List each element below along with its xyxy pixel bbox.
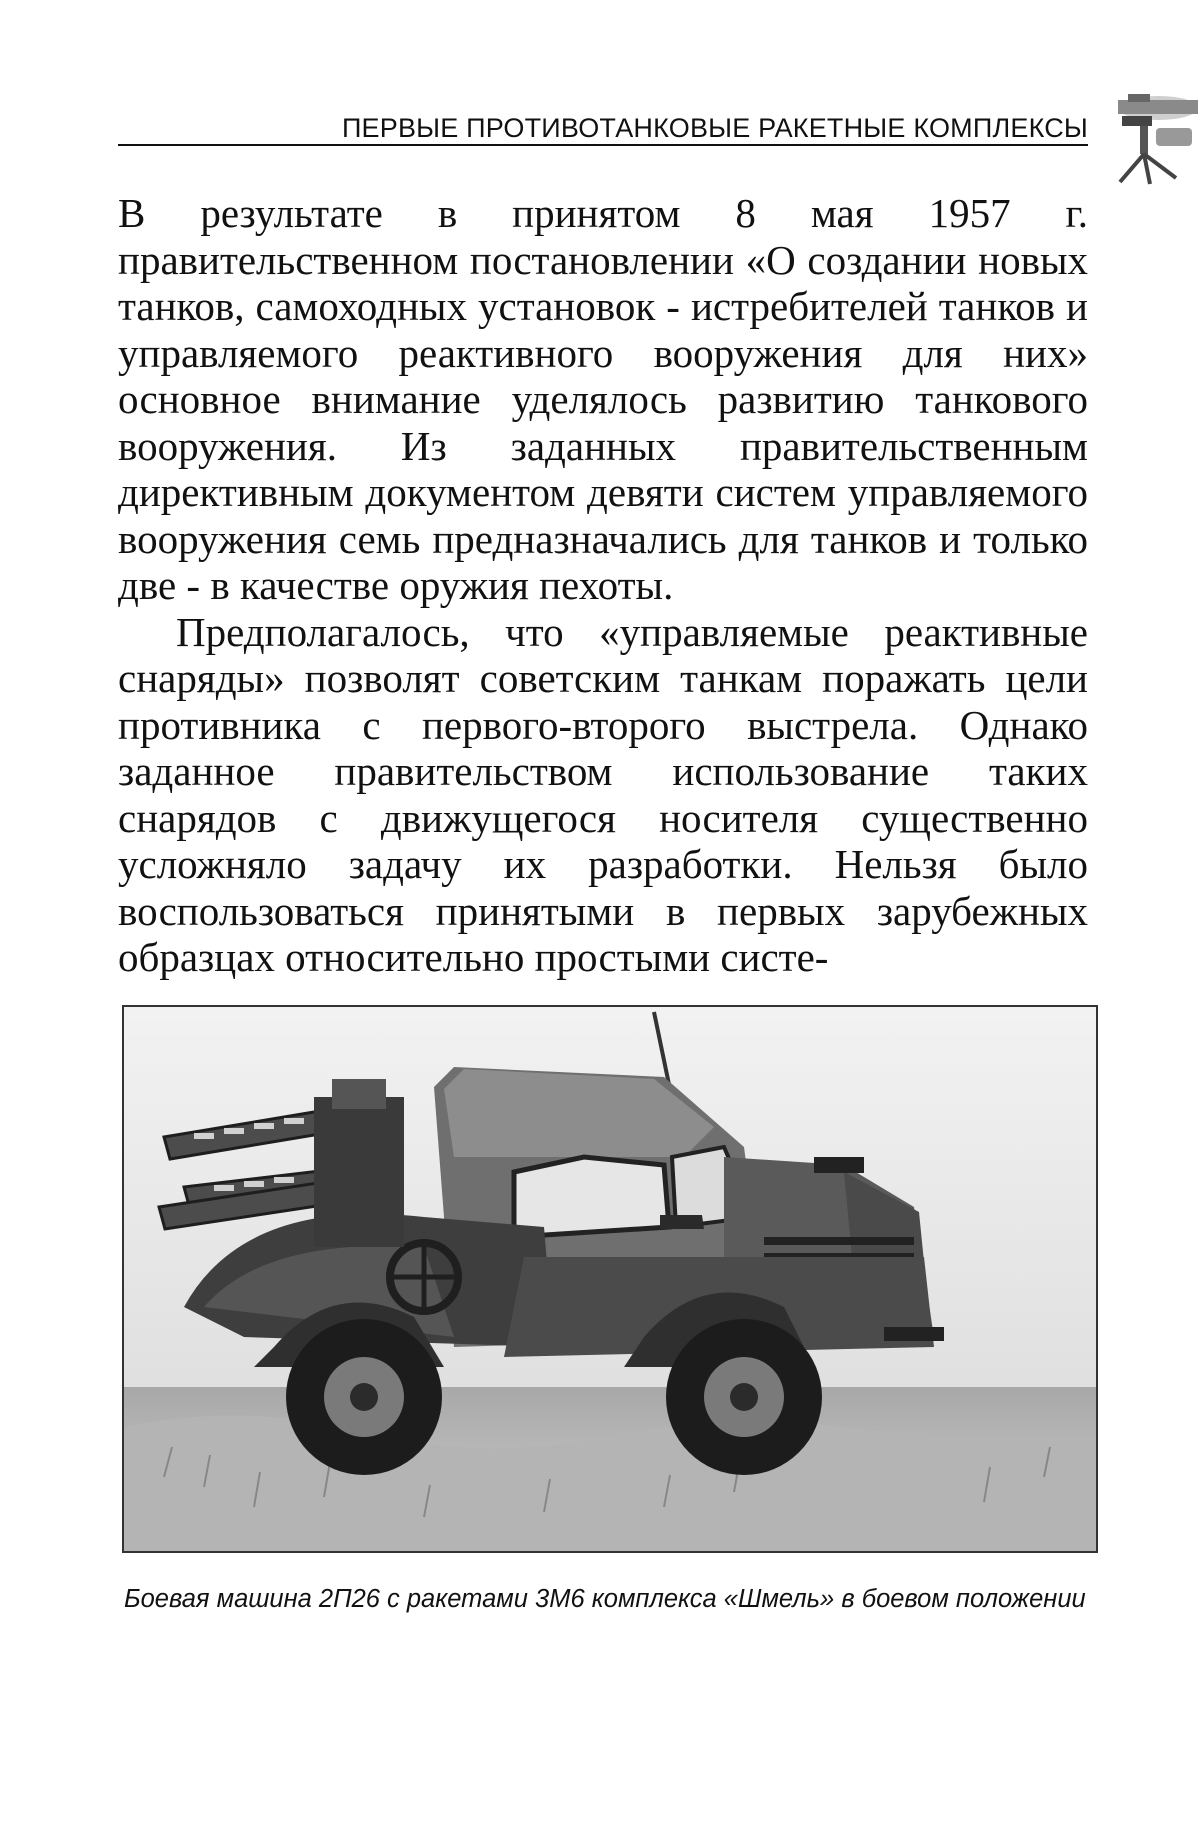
vehicle-photo bbox=[122, 1005, 1098, 1553]
running-head bbox=[118, 112, 1088, 146]
combat-vehicle-illustration bbox=[124, 1007, 1096, 1551]
paragraph-1: В результате в принятом 8 мая 1957 г. правительственном постановлении «О создании новых танков, самоходных установок - истребителей танков и управляемого реактивного вооружения для них» основное внимание уделялось развитию танкового вооружения. Из заданных правительственным директивным документом девяти систем управляемого вооружения семь предназначались для танков и только две - в качестве оружия пехоты. bbox=[118, 190, 1088, 608]
figure-caption: Боевая машина 2П26 с ракетами 3М6 комплекса «Шмель» в боевом положении bbox=[124, 1585, 1086, 1613]
rear-wheel bbox=[286, 1319, 442, 1475]
front-wheel bbox=[666, 1319, 822, 1475]
body-text bbox=[118, 190, 1088, 981]
paragraph-2: Предполагалось, что «управляемые реактивные снаряды» позволят советским танкам поражать цели противника с первого-второго выстрела. Однако заданное правительством использование таких снарядов с движущегося носителя существенно усложняло задачу их разработки. Нельзя было воспользоваться принятыми в первых зарубежных образцах относительно простыми систе- bbox=[118, 608, 1088, 980]
missile-launcher-emblem bbox=[1110, 86, 1200, 186]
running-head-title: ПЕРВЫЕ ПРОТИВОТАНКОВЫЕ РАКЕТНЫЕ КОМПЛЕКСЫ bbox=[341, 113, 1088, 143]
